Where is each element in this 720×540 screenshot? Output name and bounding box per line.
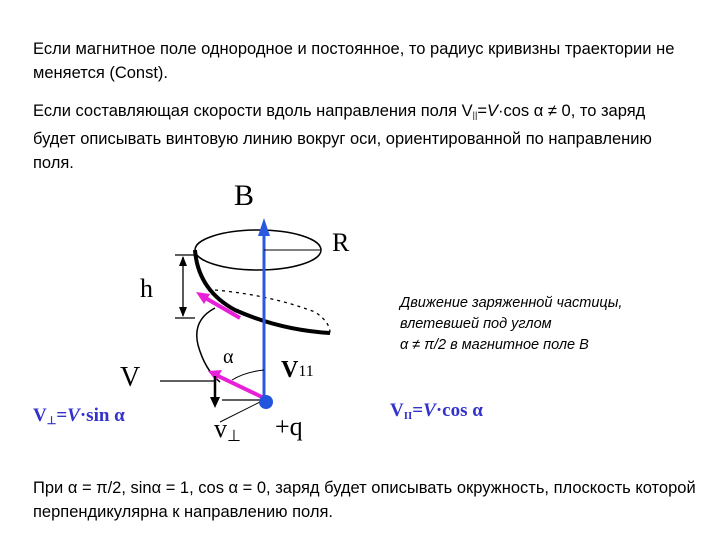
v-par-label	[281, 357, 314, 383]
h-arrow-up	[179, 256, 187, 266]
angle-arc	[232, 370, 264, 380]
charge-dot	[259, 395, 273, 409]
v-perp-formula	[33, 405, 125, 427]
uniform-field-paragraph: Если магнитное поле однородное и постоянное, то радиус кривизны траектории не меняется (Const).	[33, 40, 675, 82]
v-par-formula-sym: V	[390, 400, 404, 421]
field-axis-arrowhead	[258, 218, 270, 236]
motion-note	[400, 293, 700, 356]
v-par-formula-eq: =	[412, 400, 424, 421]
v-par-label-sub: 11	[298, 363, 314, 380]
v-perp-formula-fn: ·sin α	[79, 405, 125, 426]
helix-text-1: Если составляющая скорости вдоль направления поля V	[33, 102, 473, 120]
v-perp-arrowhead	[210, 397, 220, 408]
velocity-label: V	[120, 362, 141, 393]
v-perp-formula-sym: V	[33, 405, 47, 426]
helix-text-2: =	[477, 102, 487, 120]
v-perp-formula-v: V	[67, 405, 80, 426]
h-arrow-down	[179, 307, 187, 317]
v-par-formula-fn: ·cos α	[435, 400, 483, 421]
helix-v: V	[486, 102, 498, 120]
v-perp-formula-eq: =	[56, 405, 68, 426]
alpha-label: α	[223, 346, 234, 368]
circle-paragraph: При α = π/2, sinα = 1, cos α = 0, заряд будет описывать окружность, плоскость которой перпендикулярна к направлению поля.	[33, 479, 696, 521]
note-line-3: α ≠ π/2 в магнитное поле В	[400, 337, 589, 353]
v-par-formula	[390, 400, 483, 422]
v-par-formula-sub: II	[403, 410, 413, 422]
h-label: h	[140, 274, 153, 303]
helix-sub: ||	[472, 110, 478, 120]
velocity-arrow	[216, 375, 264, 398]
charge-label: +q	[275, 412, 303, 441]
v-perp-formula-sub: ⊥	[46, 415, 57, 427]
radius-label: R	[332, 228, 350, 257]
v-perp-label-sym: v	[214, 414, 227, 443]
field-label: B	[234, 179, 255, 212]
note-line-2: влетевшей под углом	[400, 316, 552, 332]
v-par-formula-v: V	[423, 400, 436, 421]
helix-text-3: ·cos α ≠ 0, то заряд будет описывать винтовую линию вокруг оси, ориентированной по направлению поля.	[33, 102, 652, 172]
v-perp-label-sub: ⊥	[227, 428, 241, 445]
note-line-1: Движение заряженной частицы,	[400, 295, 623, 311]
v-par-label-sym: V	[281, 357, 299, 383]
